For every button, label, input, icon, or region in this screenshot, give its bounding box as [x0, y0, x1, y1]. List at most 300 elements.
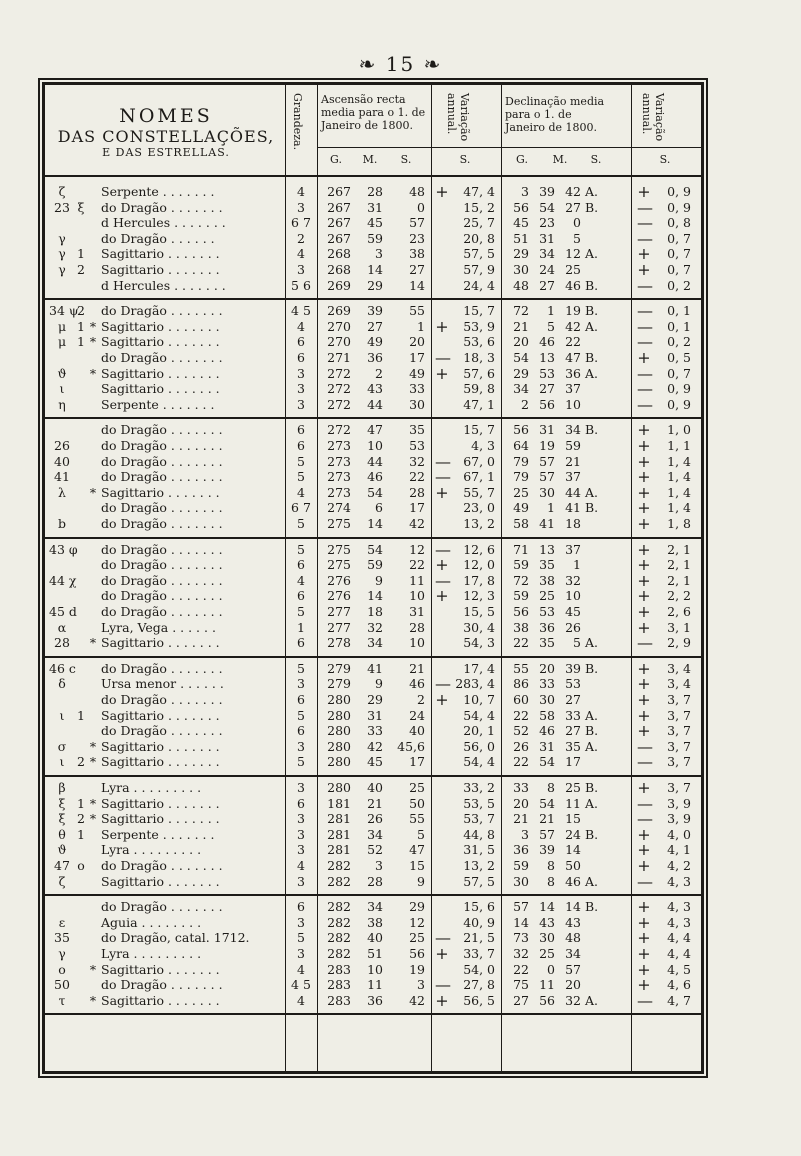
cell-ds: 46: [565, 873, 581, 889]
cell-gr: 4: [297, 961, 305, 977]
names-line1: NOMES: [119, 105, 213, 127]
cell-dm: 57: [539, 469, 555, 485]
cell-gr: 4 5: [291, 303, 311, 319]
cell-m: 10: [367, 961, 383, 977]
cell-s: 23: [409, 230, 425, 246]
cell-s: 5: [417, 826, 425, 842]
cell-dg: 14: [513, 914, 529, 930]
table-row: [45, 959, 701, 979]
cell-ds: 1: [573, 557, 581, 573]
cell-m: 3: [375, 246, 383, 262]
cell-g: 277: [327, 619, 351, 635]
cell-name: Serpente . . . . . . .: [101, 826, 215, 842]
cell-ds: 37: [565, 381, 581, 397]
cell-ws: +: [637, 586, 651, 606]
cell-gr: 6: [297, 635, 305, 651]
cell-w: 4, 0: [667, 826, 691, 842]
cell-dd: B.: [585, 277, 599, 293]
cell-ds: 39: [565, 660, 581, 676]
cell-s: 12: [409, 914, 425, 930]
cell-dg: 22: [513, 754, 529, 770]
cell-name: Sagittario . . . . . . .: [101, 484, 220, 500]
cell-l: λ: [58, 484, 66, 500]
cell-w: 3, 7: [667, 691, 691, 707]
cell-dm: 24: [539, 262, 555, 277]
cell-dm: 11: [539, 977, 555, 993]
cell-ws: +: [637, 778, 651, 797]
cell-s: 1: [417, 318, 425, 334]
cell-gr: 6: [297, 795, 305, 811]
cell-w: 3, 7: [667, 738, 691, 754]
col-dg: G.: [516, 153, 528, 166]
cell-name: Sagittario . . . . . . .: [101, 961, 220, 977]
cell-dd: A.: [585, 738, 599, 754]
cell-dg: 48: [513, 277, 529, 293]
table-row: [45, 658, 701, 678]
table-row: [45, 858, 701, 874]
cell-v: 17, 4: [463, 660, 495, 676]
cell-w: 3, 4: [667, 660, 691, 676]
cell-ds: 44: [565, 484, 581, 500]
cell-m: 54: [367, 541, 383, 557]
cell-m: 14: [367, 588, 383, 604]
cell-dg: 79: [513, 453, 529, 469]
cell-v: 283, 4: [455, 676, 495, 692]
cell-st: *: [89, 635, 97, 651]
cell-l: η: [58, 396, 66, 412]
cell-g: 283: [327, 977, 351, 993]
cell-v: 56, 0: [463, 738, 495, 754]
cell-dm: 53: [539, 365, 555, 381]
cell-name: do Dragão . . . . . . .: [101, 660, 223, 676]
table-row: [45, 500, 701, 516]
cell-w: 3, 9: [667, 811, 691, 827]
cell-gr: 6 7: [291, 500, 311, 516]
cell-ds: 37: [565, 541, 581, 557]
cell-dm: 34: [539, 246, 555, 262]
cell-dm: 56: [539, 992, 555, 1008]
cell-gr: 6: [297, 691, 305, 707]
cell-dg: 86: [513, 676, 529, 692]
cell-l: 40: [54, 453, 70, 469]
cell-w: 0, 7: [667, 262, 691, 277]
cell-name: Sagittario . . . . . . .: [101, 754, 220, 770]
cell-v: 31, 5: [463, 842, 495, 858]
cell-ws: +: [637, 467, 651, 487]
cell-dm: 5: [547, 318, 555, 334]
cell-w: 1, 1: [667, 437, 691, 453]
cell-gr: 3: [297, 914, 305, 930]
cell-l: 43 φ: [49, 541, 78, 557]
cell-vs: —: [435, 467, 451, 487]
table-row: [45, 811, 701, 827]
cell-ws: +: [637, 539, 651, 559]
cell-g: 282: [327, 858, 351, 873]
cell-l: θ: [58, 826, 66, 842]
table-row: [45, 246, 701, 262]
cell-v: 67, 1: [463, 469, 495, 485]
cell-ws: +: [637, 260, 651, 279]
cell-dd: B.: [585, 349, 599, 365]
cell-ds: 59: [565, 437, 581, 453]
cell-dm: 31: [539, 738, 555, 754]
cell-w: 0, 1: [667, 318, 691, 334]
cell-ws: +: [637, 482, 651, 502]
cell-s: 55: [409, 303, 425, 319]
cell-s: 25: [409, 930, 425, 946]
cell-v: 57, 5: [463, 873, 495, 889]
cell-m: 27: [367, 318, 383, 334]
cell-name: Lyra . . . . . . . . .: [101, 945, 202, 961]
cell-dd: B.: [585, 199, 599, 215]
cell-st: *: [89, 992, 97, 1008]
cell-dm: 13: [539, 541, 555, 557]
cell-v: 13, 2: [463, 858, 495, 873]
cell-ds: 57: [565, 961, 581, 977]
cell-name: do Dragão . . . . . . .: [101, 500, 223, 516]
table-row: [45, 601, 701, 621]
cell-w: 3, 4: [667, 676, 691, 692]
cell-g: 280: [327, 780, 351, 795]
cell-ws: —: [637, 301, 653, 321]
cell-l: ι: [59, 754, 65, 770]
cell-g: 280: [327, 707, 351, 723]
cell-v: 57, 5: [463, 246, 495, 262]
cell-m: 26: [367, 811, 383, 827]
cell-s: 56: [409, 945, 425, 961]
cell-ds: 50: [565, 858, 581, 873]
cell-s: 30: [409, 396, 425, 412]
cell-v: 20, 8: [463, 230, 495, 246]
cell-name: do Dragão . . . . . . .: [101, 858, 223, 873]
cell-v: 44, 8: [463, 826, 495, 842]
cell-ws: +: [637, 244, 651, 264]
cell-ws: +: [637, 856, 651, 875]
cell-dm: 43: [539, 914, 555, 930]
cell-g: 272: [327, 365, 351, 381]
cell-name: Serpente . . . . . . .: [101, 396, 215, 412]
cell-gr: 3: [297, 873, 305, 889]
cell-g: 267: [327, 215, 351, 231]
cell-st: *: [89, 738, 97, 754]
cell-w: 0, 7: [667, 365, 691, 381]
table-row: [45, 228, 701, 248]
cell-vs: +: [435, 555, 449, 575]
cell-m: 38: [367, 914, 383, 930]
cell-w: 4, 1: [667, 842, 691, 858]
cell-ws: +: [637, 959, 651, 979]
cell-g: 280: [327, 723, 351, 739]
cell-m: 2: [375, 365, 383, 381]
cell-m: 49: [367, 334, 383, 350]
cell-dd: B.: [585, 899, 599, 915]
cell-v: 15, 7: [463, 303, 495, 319]
cell-m: 18: [367, 603, 383, 619]
table-row: [45, 871, 701, 891]
cell-dg: 56: [513, 422, 529, 438]
cell-ws: +: [637, 721, 651, 741]
cell-ws: +: [637, 513, 651, 533]
cell-name: Sagittario . . . . . . .: [101, 992, 220, 1008]
cell-ws: +: [637, 912, 651, 932]
cell-g: 273: [327, 469, 351, 485]
cell-ds: 37: [565, 469, 581, 485]
cell-dd: B.: [585, 303, 599, 319]
cell-name: do Dragão . . . . . . .: [101, 603, 223, 619]
cell-dg: 21: [513, 318, 529, 334]
cell-vs: —: [435, 570, 451, 590]
cell-v: 53, 5: [463, 795, 495, 811]
cell-g: 267: [327, 230, 351, 246]
table-row: [45, 347, 701, 367]
cell-v: 15, 2: [463, 199, 495, 215]
cell-s: 17: [409, 349, 425, 365]
cell-v: 56, 5: [463, 992, 495, 1008]
cell-gr: 6: [297, 349, 305, 365]
cell-n: ξ: [77, 199, 85, 215]
cell-g: 272: [327, 396, 351, 412]
cell-dg: 34: [513, 381, 529, 397]
cell-g: 281: [327, 842, 351, 858]
cell-w: 0, 9: [667, 381, 691, 397]
cell-gr: 3: [297, 780, 305, 795]
cell-s: 9: [417, 873, 425, 889]
cell-s: 42: [409, 515, 425, 531]
cell-ws: —: [637, 213, 653, 233]
cell-ds: 32: [565, 572, 581, 588]
cell-dm: 8: [547, 858, 555, 873]
table-row: [45, 469, 701, 485]
cell-m: 44: [367, 453, 383, 469]
cell-dg: 36: [513, 842, 529, 858]
table-row: [45, 557, 701, 573]
cell-ws: +: [637, 705, 651, 725]
cell-ws: —: [637, 736, 653, 756]
cell-st: *: [89, 754, 97, 770]
cell-w: 2, 1: [667, 572, 691, 588]
cell-ds: 42: [565, 318, 581, 334]
cell-vs: +: [435, 182, 449, 201]
cell-v: 4, 3: [471, 437, 495, 453]
cell-v: 15, 6: [463, 899, 495, 915]
cell-ws: —: [637, 275, 653, 295]
cell-dm: 19: [539, 437, 555, 453]
cell-name: Sagittario . . . . . . .: [101, 738, 220, 754]
cell-w: 4, 4: [667, 945, 691, 961]
cell-ds: 32: [565, 992, 581, 1008]
cell-s: 45,6: [397, 738, 425, 754]
cell-name: do Dragão . . . . . . .: [101, 469, 223, 485]
row-group: [45, 179, 701, 300]
cell-g: 283: [327, 961, 351, 977]
cell-v: 27, 8: [463, 977, 495, 993]
cell-g: 283: [327, 992, 351, 1008]
cell-s: 47: [409, 842, 425, 858]
table-row: [45, 381, 701, 397]
cell-st: *: [89, 334, 97, 350]
table-row: [45, 588, 701, 604]
cell-w: 3, 7: [667, 754, 691, 770]
cell-m: 59: [367, 557, 383, 573]
cell-name: do Dragão . . . . . . .: [101, 453, 223, 469]
cell-dg: 59: [513, 858, 529, 873]
cell-l: ε: [58, 914, 66, 930]
cell-dg: 20: [513, 334, 529, 350]
cell-gr: 3: [297, 676, 305, 692]
cell-m: 40: [367, 930, 383, 946]
cell-name: do Dragão . . . . . . .: [101, 691, 223, 707]
cell-dm: 8: [547, 873, 555, 889]
cell-v: 25, 7: [463, 215, 495, 231]
table-row: [45, 930, 701, 946]
cell-gr: 6: [297, 422, 305, 438]
cell-s: 17: [409, 500, 425, 516]
cell-ds: 21: [565, 453, 581, 469]
cell-g: 282: [327, 914, 351, 930]
cell-name: d Hercules . . . . . . .: [101, 215, 226, 231]
cell-m: 59: [367, 230, 383, 246]
cell-m: 33: [367, 723, 383, 739]
cell-ws: —: [637, 363, 653, 383]
cell-m: 14: [367, 515, 383, 531]
cell-ws: +: [637, 674, 651, 694]
cell-ds: 48: [565, 930, 581, 946]
table-row: [45, 215, 701, 231]
cell-g: 270: [327, 318, 351, 334]
cell-vs: +: [435, 990, 449, 1010]
table-row: [45, 451, 701, 471]
cell-ds: 12: [565, 246, 581, 262]
cell-w: 1, 4: [667, 469, 691, 485]
cell-g: 270: [327, 334, 351, 350]
col-dm: M.: [552, 153, 568, 166]
cell-m: 54: [367, 484, 383, 500]
cell-n: 2: [77, 262, 85, 277]
cell-name: do Dragão, catal. 1712.: [101, 930, 250, 946]
cell-ds: 5: [573, 635, 581, 651]
cell-dm: 30: [539, 691, 555, 707]
cell-w: 4, 6: [667, 977, 691, 993]
cell-g: 273: [327, 484, 351, 500]
cell-w: 4, 3: [667, 873, 691, 889]
cell-ds: 33: [565, 707, 581, 723]
cell-ds: 34: [565, 422, 581, 438]
cell-dg: 32: [513, 945, 529, 961]
cell-m: 52: [367, 842, 383, 858]
cell-n: 1: [77, 826, 85, 842]
cell-ds: 10: [565, 588, 581, 604]
cell-w: 4, 7: [667, 992, 691, 1008]
cell-name: Ursa menor . . . . . .: [101, 676, 224, 692]
cell-dg: 29: [513, 246, 529, 262]
cell-ds: 43: [565, 914, 581, 930]
cell-name: Sagittario . . . . . . .: [101, 811, 220, 827]
cell-dm: 13: [539, 349, 555, 365]
grandeza-header: Grandeza.: [291, 93, 304, 151]
cell-v: 24, 4: [463, 277, 495, 293]
cell-s: 25: [409, 780, 425, 795]
cell-dd: B.: [585, 422, 599, 438]
cell-dg: 55: [513, 660, 529, 676]
cell-s: 27: [409, 262, 425, 277]
cell-s: 42: [409, 992, 425, 1008]
cell-v: 40, 9: [463, 914, 495, 930]
cell-s: 28: [409, 484, 425, 500]
cell-s: 55: [409, 811, 425, 827]
cell-w: 0, 8: [667, 215, 691, 231]
cell-v: 47, 1: [463, 396, 495, 412]
cell-dd: A.: [585, 484, 599, 500]
cell-m: 6: [375, 500, 383, 516]
cell-dg: 20: [513, 795, 529, 811]
cell-dg: 22: [513, 635, 529, 651]
cell-v: 23, 0: [463, 500, 495, 516]
cell-gr: 3: [297, 826, 305, 842]
cell-l: γ: [58, 262, 66, 277]
cell-ws: +: [637, 570, 651, 590]
cell-dm: 31: [539, 422, 555, 438]
cell-dm: 33: [539, 676, 555, 692]
cell-l: 47: [54, 858, 70, 873]
cell-m: 42: [367, 738, 383, 754]
cell-dd: B.: [585, 826, 599, 842]
cell-dg: 64: [513, 437, 529, 453]
cell-gr: 6: [297, 899, 305, 915]
cell-l: ξ: [58, 811, 66, 827]
cell-ds: 22: [565, 334, 581, 350]
cell-dm: 20: [539, 660, 555, 676]
cell-name: do Dragão . . . . . . .: [101, 899, 223, 915]
cell-m: 9: [375, 676, 383, 692]
cell-ds: 26: [565, 619, 581, 635]
cell-m: 10: [367, 437, 383, 453]
cell-w: 3, 7: [667, 707, 691, 723]
cell-dm: 25: [539, 588, 555, 604]
cell-v: 33, 7: [463, 945, 495, 961]
cell-g: 281: [327, 826, 351, 842]
cell-ws: +: [637, 435, 651, 455]
cell-ws: —: [637, 793, 653, 813]
cell-s: 57: [409, 215, 425, 231]
row-group: [45, 894, 701, 1015]
cell-dd: A.: [585, 795, 599, 811]
cell-dm: 54: [539, 795, 555, 811]
cell-w: 0, 7: [667, 230, 691, 246]
cell-l: α: [57, 619, 67, 635]
cell-dg: 59: [513, 588, 529, 604]
cell-ds: 10: [565, 396, 581, 412]
table-row: [45, 723, 701, 739]
table-row: [45, 513, 701, 533]
cell-ws: +: [637, 943, 651, 963]
cell-dd: A.: [585, 992, 599, 1008]
cell-ds: 27: [565, 723, 581, 739]
cell-v: 47, 4: [463, 184, 495, 199]
cell-vs: —: [435, 539, 451, 559]
cell-ds: 15: [565, 811, 581, 827]
cell-m: 28: [367, 184, 383, 199]
cell-dm: 35: [539, 635, 555, 651]
cell-g: 280: [327, 738, 351, 754]
cell-s: 11: [409, 572, 425, 588]
cell-st: *: [89, 318, 97, 334]
cell-name: do Dragão . . . . . . .: [101, 422, 223, 438]
cell-dg: 59: [513, 557, 529, 573]
cell-ds: 19: [565, 303, 581, 319]
cell-ws: —: [637, 752, 653, 772]
cell-ds: 11: [565, 795, 581, 811]
cell-gr: 3: [297, 738, 305, 754]
